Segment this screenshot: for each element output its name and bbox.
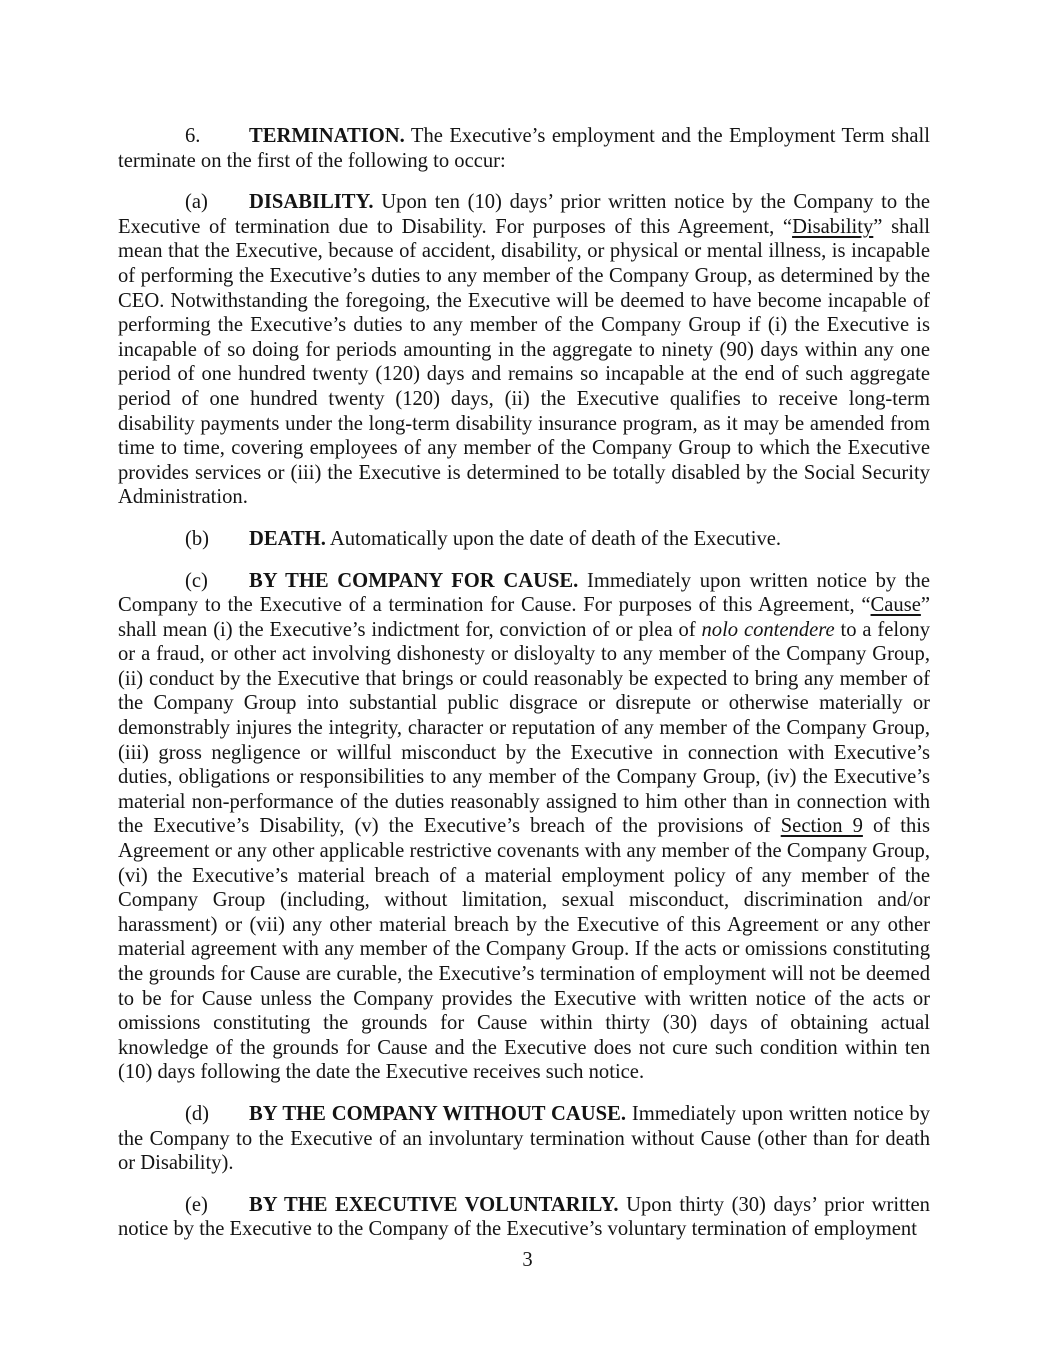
clause-text: to a felony or a fraud, or other act involving dishonesty or disloyalty to any member of the Company Group, (ii) conduct by the Executive that brings or could reasonably be expected to bring any member of the Company Group into substantial public disgrace or disrepute or otherwise materially or demonstrably injures the integrity, character or reputation of any member of the Company Group, (iii) gross negligence or willful misconduct by the Executive in connection with Executive’s duties, obligations or responsibilities to any member of the Company Group, (iv) the Executive’s material non-performance of the duties reasonably assigned to him other than in connection with the Executive’s Disability, (v) the Executive’s breach of the provisions of — [118, 618, 930, 838]
underlined-term: Cause — [870, 594, 921, 617]
clause-heading: BY THE COMPANY FOR CAUSE. — [249, 569, 579, 592]
clause-label: 6. — [185, 125, 201, 147]
clause-text: Immediately upon written notice by the Company to the Executive of an involuntary termination without Cause (other than for death or Disability). — [118, 1102, 930, 1175]
underlined-term: Disability — [792, 215, 874, 238]
clause-label: (c) — [185, 569, 208, 592]
clause-heading: TERMINATION. — [249, 125, 405, 147]
clause-label: (e) — [185, 1193, 208, 1216]
clause-label: (d) — [185, 1102, 210, 1125]
clause-text: of this Agreement or any other applicable restrictive covenants with any member of the Company Group, (vi) the Executive’s material breach of a material employment policy of any member of the Company Group (including, without limitation, sexual misconduct, discrimination and/or harassment) or (vii) any other material breach by the Executive of this Agreement or any other material agreement with any member of the Company Group. If the acts or omissions constituting the grounds for Cause are curable, the Executive’s termination of employment will not be deemed to be for Cause unless the Company provides the Executive with written notice of the acts or omissions constituting the grounds for Cause within thirty (30) days of obtaining actual knowledge of the grounds for Cause and the Executive does not cure such condition within ten (10) days following the date the Executive receives such notice. — [118, 815, 930, 1084]
italic-term: nolo contendere — [701, 618, 835, 641]
clause-text: Automatically upon the date of death of the Executive. — [325, 527, 782, 550]
clause-label: (b) — [185, 527, 210, 550]
clause-heading: BY THE COMPANY WITHOUT CAUSE. — [249, 1102, 626, 1125]
clause-text: Upon ten (10) days’ prior written notice by the Company to the Executive of termination due to Disability. For purposes of this Agreement, “ — [118, 191, 930, 238]
clause-e-by-the-executive-voluntarily — [118, 1193, 930, 1242]
clause-text: The Executive’s employment and the Employment Term shall terminate on the first of the following to occur: — [118, 125, 930, 172]
page-number: 3 — [522, 1249, 533, 1271]
clause-d-by-the-company-without-cause — [118, 1102, 930, 1176]
clause-label: (a) — [185, 191, 208, 214]
clause-text: Immediately upon written notice by the Company to the Executive of a termination for Cause. For purposes of this Agreement, “ — [118, 569, 930, 617]
clause-a-disability — [118, 190, 930, 510]
clause-text: ” shall mean (i) the Executive’s indictment for, conviction of or plea of — [118, 594, 930, 641]
clause-heading: BY THE EXECUTIVE VOLUNTARILY. — [249, 1193, 619, 1216]
clause-c-by-the-company-for-cause — [118, 569, 930, 1085]
clause-text: Upon thirty (30) days’ prior written notice by the Executive to the Company of the Executive’s voluntary termination of employment — [118, 1193, 930, 1241]
clause-b-death — [118, 527, 930, 552]
section-6-termination — [118, 124, 930, 173]
clause-heading: DISABILITY. — [249, 191, 374, 214]
underlined-term: Section 9 — [780, 815, 863, 838]
clause-text: ” shall mean that the Executive, because of accident, disability, or physical or mental illness, is incapable of performing the Executive’s duties to any member of the Company Group, as determined by the CEO. Notwithstanding the foregoing, the Executive will be deemed to have become incapable of performing the Executive’s duties to any member of the Company Group if (i) the Executive is incapable of so doing for periods amounting in the aggregate to ninety (90) days within any one period of one hundred twenty (120) days and remains so incapable at the end of such aggregate period of one hundred twenty (120) days, (ii) the Executive qualifies to receive long-term disability payments under the long-term disability insurance program, as it may be amended from time to time, covering employees of any member of the Company Group to which the Executive provides services or (iii) the Executive is determined to be totally disabled by the Social Security Administration. — [118, 215, 931, 509]
clause-heading: DEATH. — [249, 527, 326, 550]
document-page-body — [118, 124, 930, 1259]
